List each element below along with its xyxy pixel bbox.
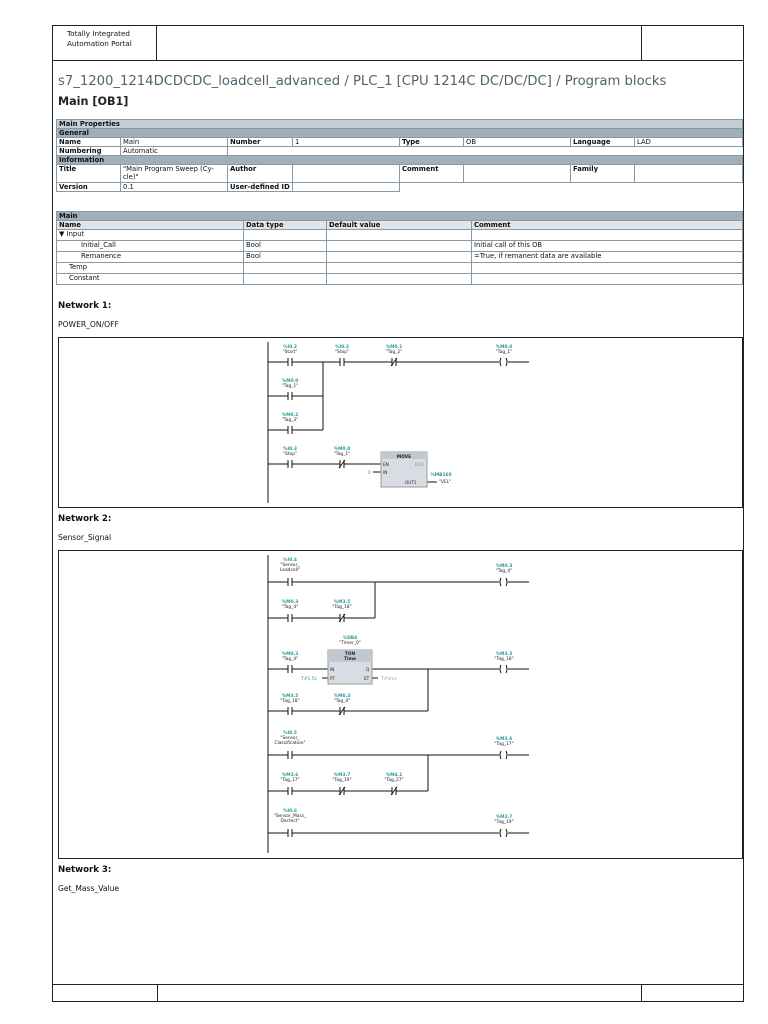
col-type: Data type — [244, 221, 327, 230]
svg-text:"Tag_18": "Tag_18" — [494, 657, 514, 662]
svg-text:Loadcell": Loadcell" — [279, 568, 301, 573]
block-title: Main [OB1] — [58, 95, 129, 108]
comment-value — [464, 165, 571, 183]
svg-text:%M3.5: %M3.5 — [333, 600, 351, 605]
svg-text:"VEL": "VEL" — [438, 480, 452, 485]
n1-start-addr: %I0.2 — [283, 345, 297, 350]
table-row: Constant — [57, 274, 743, 285]
svg-text:IN: IN — [383, 470, 388, 475]
svg-text:"Stop": "Stop" — [334, 350, 350, 355]
author-label: Author — [228, 165, 293, 183]
name-value: Main — [121, 138, 228, 147]
n1-move-out-addr: %MB160 — [430, 473, 452, 478]
n1-p2-addr: %M0.2 — [281, 413, 299, 418]
svg-text:"Tag_17": "Tag_17" — [280, 778, 300, 783]
n1-tag2-addr: %M0.1 — [385, 345, 403, 350]
svg-text:%M0.3: %M0.3 — [281, 652, 299, 657]
version-label: Version — [57, 183, 121, 192]
family-value — [635, 165, 743, 183]
svg-text:%M3.5: %M3.5 — [495, 652, 513, 657]
svg-text:"Tag_3": "Tag_3" — [281, 418, 299, 423]
iface-section: Main — [57, 212, 743, 221]
svg-text:"Stop": "Stop" — [282, 452, 298, 457]
language-label: Language — [571, 138, 635, 147]
svg-text:ET: ET — [364, 676, 370, 681]
table-row: Remanence Bool =True, if remanent data are available — [57, 252, 743, 263]
network-1-ladder — [58, 337, 743, 508]
type-label: Type — [400, 138, 464, 147]
svg-text:"Tag_4": "Tag_4" — [495, 569, 513, 574]
svg-text:"Tag_1": "Tag_1" — [281, 384, 299, 389]
props-general: General — [57, 129, 743, 138]
svg-text:"Tag_18": "Tag_18" — [332, 605, 352, 610]
name-label: Name — [57, 138, 121, 147]
page-header — [53, 26, 743, 61]
author-value — [293, 165, 400, 183]
network-2-title: Network 2: — [58, 514, 112, 524]
udid-value — [293, 183, 400, 192]
svg-text:%M3.7: %M3.7 — [333, 773, 351, 778]
svg-text:"Tag_2": "Tag_2" — [385, 350, 403, 355]
svg-text:%M3.7: %M3.7 — [495, 815, 513, 820]
comment-label: Comment — [400, 165, 464, 183]
chevron-down-icon: ▼ — [59, 230, 65, 238]
interface-table — [56, 211, 743, 285]
numbering-label: Numbering — [57, 147, 121, 156]
svg-text:Dectect": Dectect" — [280, 819, 300, 824]
svg-text:%I0.6: %I0.6 — [283, 809, 297, 814]
page-frame — [52, 25, 744, 1002]
n1-coil-addr: %M0.0 — [495, 345, 513, 350]
svg-text:%M0.3: %M0.3 — [333, 694, 351, 699]
svg-text:"Tag_1": "Tag_1" — [495, 350, 513, 355]
move-title: MOVE — [396, 455, 412, 460]
svg-text:"Start": "Start" — [282, 350, 298, 355]
svg-text:%DB4: %DB4 — [342, 636, 358, 641]
title-label: Title — [57, 165, 121, 183]
svg-text:"Tag_4": "Tag_4" — [333, 699, 351, 704]
svg-text:"Tag_19": "Tag_19" — [332, 778, 352, 783]
project-path-title: s7_1200_1214DCDCDC_loadcell_advanced / PLC_1 [CPU 1214C DC/DC/DC] / Program blocks — [58, 74, 667, 89]
svg-text:TON: TON — [344, 652, 356, 657]
family-label: Family — [571, 165, 635, 183]
svg-text:"Tag_4": "Tag_4" — [281, 605, 299, 610]
svg-text:%M4.1: %M4.1 — [385, 773, 403, 778]
svg-text:"Sensor_: "Sensor_ — [280, 563, 300, 568]
svg-text:PT: PT — [330, 676, 336, 681]
svg-text:"Tag_19": "Tag_19" — [494, 820, 514, 825]
svg-text:EN: EN — [383, 462, 389, 467]
props-section: Main Properties — [57, 120, 743, 129]
n1-r2-tag1-addr: %M0.0 — [333, 447, 351, 452]
svg-text:"Sensor_Mass_: "Sensor_Mass_ — [273, 814, 307, 819]
svg-text:%M0.3: %M0.3 — [495, 564, 513, 569]
network-2-comment: Sensor_Signal — [58, 533, 112, 542]
network-1-comment: POWER_ON/OFF — [58, 320, 119, 329]
network-1-diagram — [59, 338, 742, 507]
title-value: "Main Program Sweep (Cy- cle)" — [121, 165, 228, 183]
n1-p1-addr: %M0.0 — [281, 379, 299, 384]
table-row: Initial_Call Bool Initial call of this OB — [57, 241, 743, 252]
svg-text:ENO: ENO — [415, 462, 425, 467]
network-2-diagram — [59, 551, 742, 858]
svg-text:Classification": Classification" — [274, 741, 306, 746]
svg-text:"Tag_4": "Tag_4" — [281, 657, 299, 662]
svg-text:%I0.4: %I0.4 — [283, 558, 297, 563]
svg-text:"Sensor_: "Sensor_ — [280, 736, 300, 741]
language-value: LAD — [635, 138, 743, 147]
svg-text:T#0ms: T#0ms — [381, 677, 397, 682]
svg-text:%M3.6: %M3.6 — [281, 773, 299, 778]
type-value: OB — [464, 138, 571, 147]
n1-r2-stop-addr: %I0.3 — [283, 447, 297, 452]
svg-text:%M3.6: %M3.6 — [495, 737, 513, 742]
svg-text:T#1.5s: T#1.5s — [301, 677, 317, 682]
table-row: Temp — [57, 263, 743, 274]
n1-stop-addr: %I0.3 — [335, 345, 349, 350]
numbering-value: Automatic — [121, 147, 228, 156]
header-divider — [641, 26, 642, 60]
portal-line-2: Automation Portal — [67, 39, 132, 48]
svg-text:%M0.3: %M0.3 — [281, 600, 299, 605]
network-1-title: Network 1: — [58, 301, 112, 311]
col-default: Default value — [327, 221, 472, 230]
portal-label — [53, 26, 157, 60]
portal-line-1: Totally Integrated — [67, 29, 130, 38]
props-information: Information — [57, 156, 743, 165]
svg-text:"Tag_27": "Tag_27" — [384, 778, 404, 783]
svg-text:%I0.5: %I0.5 — [283, 731, 297, 736]
svg-text:Q: Q — [366, 667, 370, 672]
page-footer — [53, 984, 743, 1001]
properties-table — [56, 119, 743, 192]
network-3-title: Network 3: — [58, 865, 112, 875]
udid-label: User-defined ID — [228, 183, 293, 192]
svg-text:"Tag_18": "Tag_18" — [280, 699, 300, 704]
svg-text:IN: IN — [330, 667, 335, 672]
svg-text:%M3.5: %M3.5 — [281, 694, 299, 699]
version-value: 0.1 — [121, 183, 228, 192]
col-comment: Comment — [472, 221, 743, 230]
network-3-comment: Get_Mass_Value — [58, 884, 120, 893]
number-value: 1 — [293, 138, 400, 147]
svg-text:"Tag_1": "Tag_1" — [333, 452, 351, 457]
svg-text:"Timer_0": "Timer_0" — [339, 641, 361, 646]
col-name: Name — [57, 221, 244, 230]
number-label: Number — [228, 138, 293, 147]
svg-text:Time: Time — [343, 657, 357, 662]
svg-text:OUT1: OUT1 — [405, 480, 417, 485]
svg-text:"Tag_17": "Tag_17" — [494, 742, 514, 747]
table-row: ▼ Input — [57, 230, 743, 241]
network-2-ladder — [58, 550, 743, 859]
svg-text:0: 0 — [368, 470, 371, 475]
